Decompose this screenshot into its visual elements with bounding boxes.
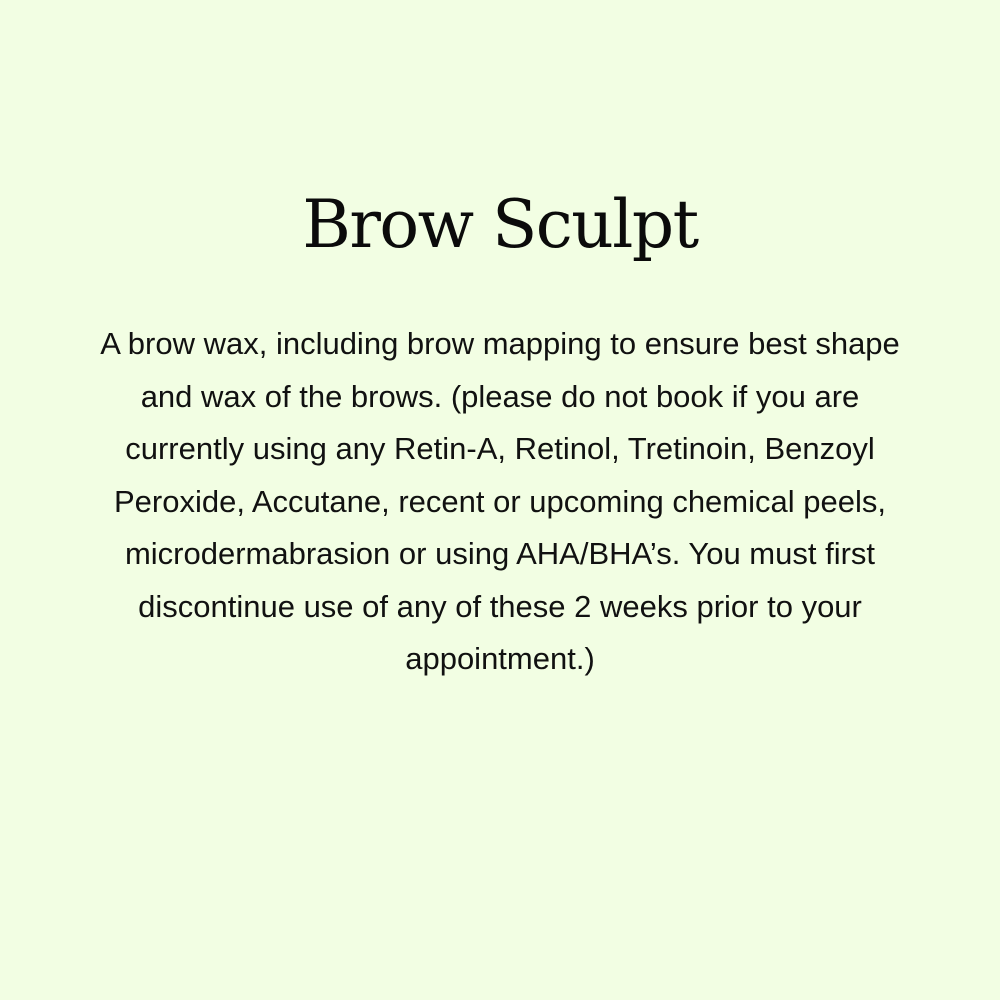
description-line: A brow wax, including brow mapping to ensure best shape (100, 326, 900, 361)
description-line: Peroxide, Accutane, recent or upcoming chemical peels, (114, 483, 886, 519)
description-line: discontinue use of any of these 2 weeks prior to your (138, 588, 862, 624)
service-description (60, 318, 940, 686)
description-line: microdermabrasion or using AHA/BHA’s. You must first (124, 536, 876, 571)
description-line: appointment.) (405, 641, 595, 676)
description-line: currently using any Retin-A, Retinol, Tretinoin, Benzoyl (125, 431, 875, 466)
description-line: and wax of the brows. (please do not book if you are (140, 378, 860, 414)
service-title: Brow Sculpt (302, 186, 698, 263)
